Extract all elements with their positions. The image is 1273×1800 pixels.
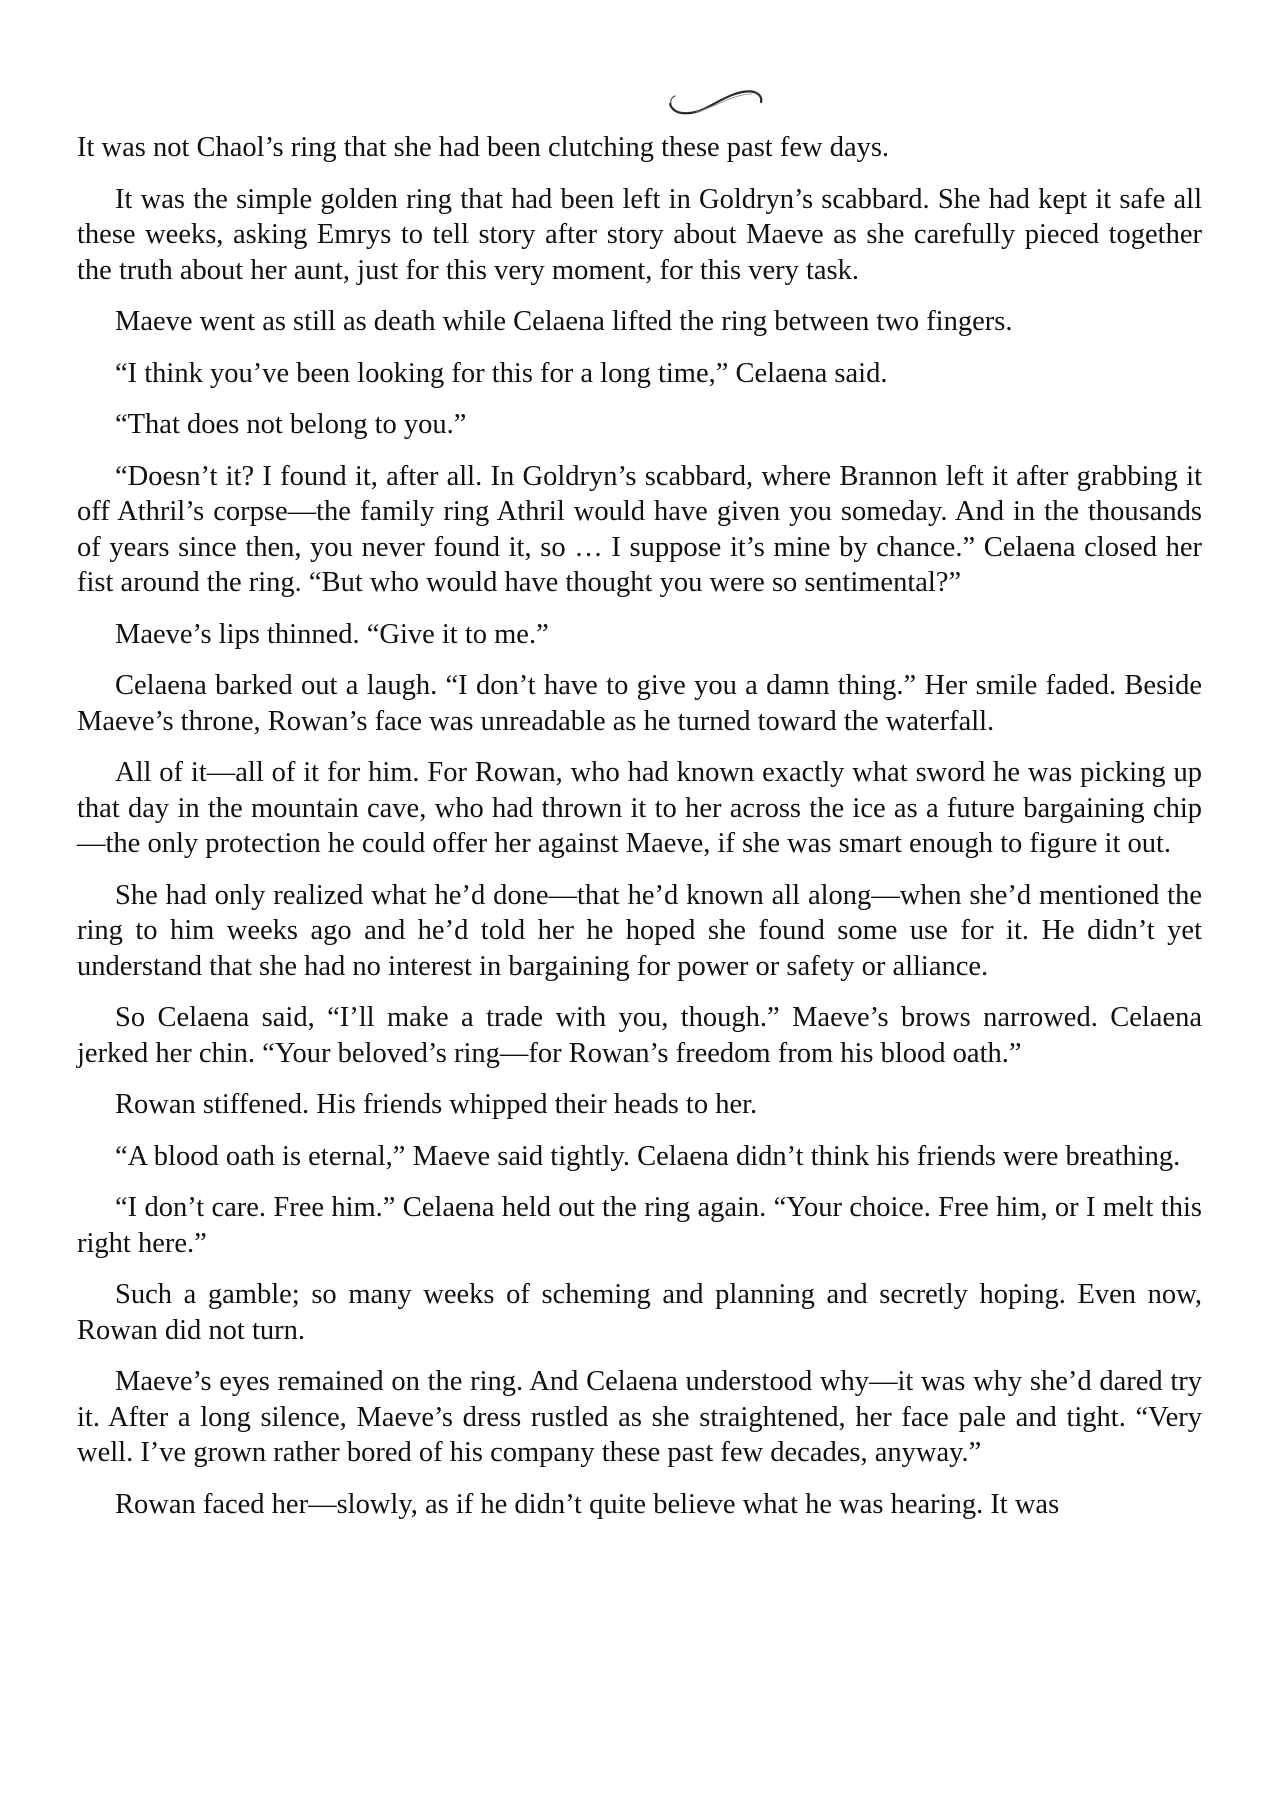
paragraph: Celaena barked out a laugh. “I don’t have to give you a damn thing.” Her smile faded. Beside Maeve’s throne, Rowan’s face was unreadable as he turned toward the waterfall.: [77, 670, 1202, 737]
paragraph: “A blood oath is eternal,” Maeve said tightly. Celaena didn’t think his friends were breathing.: [115, 1140, 1181, 1172]
paragraph: “I don’t care. Free him.” Celaena held out the ring again. “Your choice. Free him, or I melt this right here.”: [77, 1192, 1202, 1259]
paragraph: She had only realized what he’d done—that he’d known all along—when she’d mentioned the ring to him weeks ago and he’d told her he hoped she found some use for it. He didn’t yet understand that she had no interest in bargaining for power or safety or alliance.: [77, 879, 1202, 982]
paragraph: Such a gamble; so many weeks of scheming and planning and secretly hoping. Even now, Rowan did not turn.: [77, 1279, 1202, 1346]
paragraph: Maeve went as still as death while Celaena lifted the ring between two fingers.: [115, 306, 1013, 337]
paragraph: Maeve’s eyes remained on the ring. And Celaena understood why—it was why she’d dared try it. After a long silence, Maeve’s dress rustled as she straightened, her face pale and tight. “Very well. I’ve grown rather bored of his company these past few decades, anyway.”: [77, 1366, 1202, 1468]
paragraph: It was the simple golden ring that had been left in Goldryn’s scabbard. She had kept it safe all these weeks, asking Emrys to tell story after story about Maeve as she carefully pieced together the truth about her aunt, just for this very moment, for this very task.: [77, 183, 1202, 286]
chapter-text: [77, 130, 1202, 1538]
paragraph: Rowan stiffened. His friends whipped their heads to her.: [115, 1089, 758, 1120]
swash-flourish-icon: [666, 86, 766, 120]
paragraph: All of it—all of it for him. For Rowan, who had known exactly what sword he was picking up that day in the mountain cave, who had thrown it to her across the ice as a future bargaining chip—the only protection he could offer her against Maeve, if she was smart enough to figure it out.: [77, 757, 1202, 859]
paragraph: “That does not belong to you.”: [115, 409, 467, 440]
paragraph: So Celaena said, “I’ll make a trade with you, though.” Maeve’s brows narrowed. Celaena jerked her chin. “Your beloved’s ring—for Rowan’s freedom from his blood oath.”: [77, 1002, 1202, 1069]
paragraph: Maeve’s lips thinned. “Give it to me.”: [115, 618, 549, 650]
paragraph: Rowan faced her—slowly, as if he didn’t quite believe what he was hearing. It was: [115, 1488, 1060, 1520]
paragraph: “I think you’ve been looking for this for a long time,” Celaena said.: [115, 357, 888, 389]
paragraph: “Doesn’t it? I found it, after all. In Goldryn’s scabbard, where Brannon left it after grabbing it off Athril’s corpse—the family ring Athril would have given you someday. And in the thousands of years since then, you never found it, so … I suppose it’s mine by chance.” Celaena closed her fist around the ring. “But who would have thought you were so sentimental?”: [77, 460, 1202, 598]
paragraph: It was not Chaol’s ring that she had been clutching these past few days.: [77, 132, 890, 163]
